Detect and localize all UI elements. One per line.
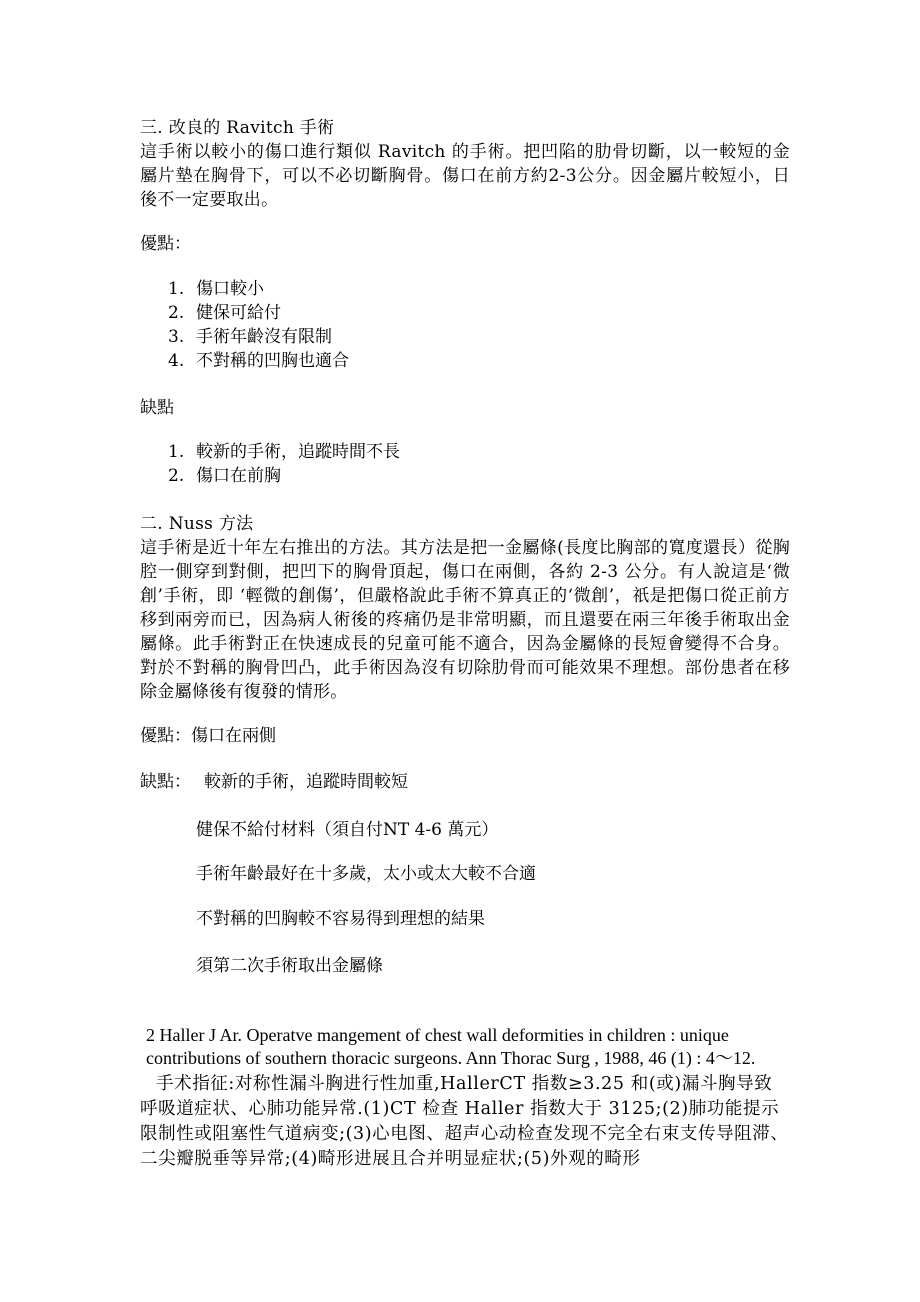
cons-label: 缺點 <box>140 398 174 418</box>
section-body: 這手術以較小的傷口進行類似 Ravitch 的手術。把凹陷的肋骨切斷，以一較短的金屬片墊在胸骨下，可以不必切斷胸骨。傷口在前方約2-3公分。因金屬片較短小，日後不一定要取出。 <box>140 142 790 210</box>
list-item <box>168 325 349 349</box>
section-body: 這手術是近十年左右推出的方法。其方法是把一金屬條(長度比胸部的寬度還長）從胸腔一側穿到對側，把凹下的胸骨頂起，傷口在兩側，各約 2-3 公分。有人說這是‘微創’手術，即 ‘輕微的創傷’，但嚴格說此手術不算真正的‘微創’，祇是把傷口從正前方移到兩旁而已，因為病人術後的疼痛仍是非常明顯，而且還要在兩三年後手術取出金屬條。此手術對正在快速成長的兒童可能不適合，因為金屬條的長短會變得不合身。對於不對稱的胸骨凹凸，此手術因為沒有切除肋骨而可能效果不理想。部份患者在移除金屬條後有復發的情形。 <box>140 538 790 702</box>
list-item <box>168 440 400 464</box>
section-heading: 二. Nuss 方法 <box>140 514 254 534</box>
reference-line: contributions of southern thoracic surgeons. Ann Thorac Surg , 1988, 46 (1) : 4～12. <box>146 1048 756 1068</box>
list-text: 傷口較小 <box>196 279 264 299</box>
pros-list <box>168 277 349 373</box>
list-item <box>168 464 400 488</box>
list-item <box>168 277 349 301</box>
nuss-pros: 優點：傷口在兩側 <box>140 726 276 746</box>
pros-label: 優點： <box>140 234 191 254</box>
list-item <box>168 349 349 373</box>
list-item <box>168 301 349 325</box>
section-nuss <box>140 512 790 704</box>
section-ravitch <box>140 116 790 212</box>
list-number: 1. <box>168 442 185 462</box>
nuss-con-item: 須第二次手術取出金屬條 <box>196 956 383 976</box>
section-heading: 三. 改良的 Ravitch 手術 <box>140 118 335 138</box>
nuss-cons-label: 缺點： <box>140 772 191 792</box>
list-text: 手術年齡沒有限制 <box>196 327 332 347</box>
list-number: 4. <box>168 351 185 371</box>
nuss-con-item: 手術年齡最好在十多歲，太小或太大較不合適 <box>196 864 536 884</box>
cons-list <box>168 440 400 488</box>
nuss-con-item: 較新的手術，追蹤時間較短 <box>204 772 408 792</box>
nuss-con-item: 不對稱的凹胸較不容易得到理想的結果 <box>196 909 485 929</box>
list-text: 較新的手術，追蹤時間不長 <box>196 442 400 462</box>
reference <box>146 1024 796 1070</box>
indication-paragraph: 手术指征:对称性漏斗胸进行性加重,HallerCT 指数≥3.25 和(或)漏斗胸导致呼吸道症状、心肺功能异常.(1)CT 检查 Haller 指数大于 3125;(2)肺功能提示限制性或阻塞性气道病变;(3)心电图、超声心动检查发现不完全右束支传导阻滞、二尖瓣脱垂等异常;(4)畸形进展且合并明显症状;(5)外观的畸形 <box>140 1074 789 1169</box>
nuss-con-item: 健保不給付材料（須自付NT 4-6 萬元） <box>196 820 499 840</box>
list-text: 傷口在前胸 <box>196 466 281 486</box>
list-number: 2. <box>168 303 185 323</box>
list-text: 不對稱的凹胸也適合 <box>196 351 349 371</box>
reference-line: 2 Haller J Ar. Operatve mangement of chest wall deformities in children : unique <box>146 1025 729 1045</box>
list-number: 1. <box>168 279 185 299</box>
list-number: 2. <box>168 466 185 486</box>
list-number: 3. <box>168 327 185 347</box>
list-text: 健保可給付 <box>196 303 281 323</box>
